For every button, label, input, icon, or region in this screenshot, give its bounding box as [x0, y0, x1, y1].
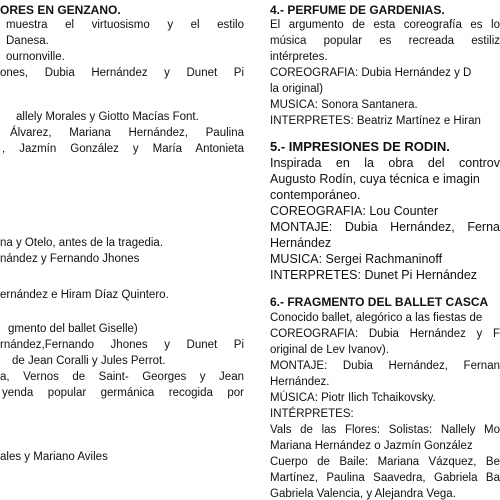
right-text-line: COREOGRAFIA: Dubia Hernández y D	[270, 67, 472, 79]
left-text-line: na y Otelo, antes de la tragedia.	[0, 237, 164, 249]
left-text-line: allely Morales y Giotto Macías Font.	[16, 111, 199, 123]
right-text-line: MÚSICA: Piotr Ilich Tchaikovsky.	[270, 392, 436, 404]
right-text-line: original de Lev Ivanov).	[270, 344, 389, 356]
right-text-line: música popular es recreada estiliz	[270, 35, 500, 47]
right-text-line: COREOGRAFIA: Lou Counter	[270, 204, 439, 218]
left-text-line: ales y Mariano Aviles	[0, 451, 108, 463]
left-text-line: a, Vernos de Saint- Georges y Jean	[0, 371, 244, 383]
right-text-line: MUSICA: Sonora Santanera.	[270, 99, 418, 111]
left-text-line: Álvarez, Mariana Hernández, Paulina	[10, 127, 244, 139]
right-text-line: MONTAJE: Dubia Hernández, Ferna	[270, 220, 500, 234]
left-column	[0, 0, 244, 500]
left-text-line: muestra el virtuosismo y el estilo	[6, 19, 244, 31]
right-text-line: Inspirada en la obra del controv	[270, 156, 500, 170]
left-text-line: Danesa.	[6, 35, 49, 47]
left-text-line: ournonville.	[6, 51, 65, 63]
right-text-line: Cuerpo de Baile: Mariana Vázquez, Be	[270, 456, 500, 468]
left-text-line: yenda popular germánica recogida por	[2, 387, 244, 399]
right-text-line: contemporáneo.	[270, 188, 361, 202]
right-text-line: Vals de las Flores: Solistas: Nallely Mo	[270, 424, 500, 436]
left-text-line: ones, Dubia Hernández y Dunet Pi	[0, 67, 244, 79]
right-text-line: Mariana Hernández o Jazmín González	[270, 440, 473, 452]
left-text-line: gmento del ballet Giselle)	[8, 323, 138, 335]
right-text-line: intérpretes.	[270, 51, 328, 63]
right-text-line: 5.- IMPRESIONES DE RODIN.	[270, 139, 450, 154]
right-text-line: Conocido ballet, alegórico a las fiestas de	[270, 312, 483, 324]
right-text-line: El argumento de esta coreografía es lo	[270, 19, 500, 31]
right-text-line: 4.- PERFUME DE GARDENIAS.	[270, 3, 445, 17]
left-text-line: ORES EN GENZANO.	[0, 3, 121, 17]
right-text-line: COREOGRAFIA: Dubia Hernández y F	[270, 328, 500, 340]
right-column	[270, 0, 500, 500]
right-text-line: INTERPRETES: Dunet Pi Hernández	[270, 268, 478, 282]
right-text-line: Martínez, Paulina Saavedra, Gabriela Ba	[270, 472, 500, 484]
right-text-line: MONTAJE: Dubia Hernández, Fernan	[270, 360, 500, 372]
left-text-line: rnández,Fernando Jhones y Dunet Pi	[0, 339, 244, 351]
left-text-line: de Jean Coralli y Jules Perrot.	[12, 355, 166, 367]
right-text-line: Augusto Rodín, cuya técnica e imagin	[270, 172, 480, 186]
right-text-line: MUSICA: Sergei Rachmaninoff	[270, 252, 443, 266]
right-text-line: la original)	[270, 83, 324, 95]
right-text-line: INTERPRETES: Beatriz Martínez e Hiran	[270, 115, 481, 127]
right-text-line: INTÉRPRETES:	[270, 408, 354, 420]
right-text-line: Hernández	[270, 236, 332, 250]
left-text-line: ernández e Hiram Díaz Quintero.	[0, 289, 169, 301]
left-text-line: nández y Fernando Jhones	[0, 253, 140, 265]
right-text-line: Gabriela Valencia, y Alejandra Vega.	[270, 488, 456, 500]
right-text-line: Hernández.	[270, 376, 330, 388]
right-text-line: 6.- FRAGMENTO DEL BALLET CASCA	[270, 295, 489, 309]
left-text-line: , Jazmín González y María Antonieta	[2, 143, 244, 155]
